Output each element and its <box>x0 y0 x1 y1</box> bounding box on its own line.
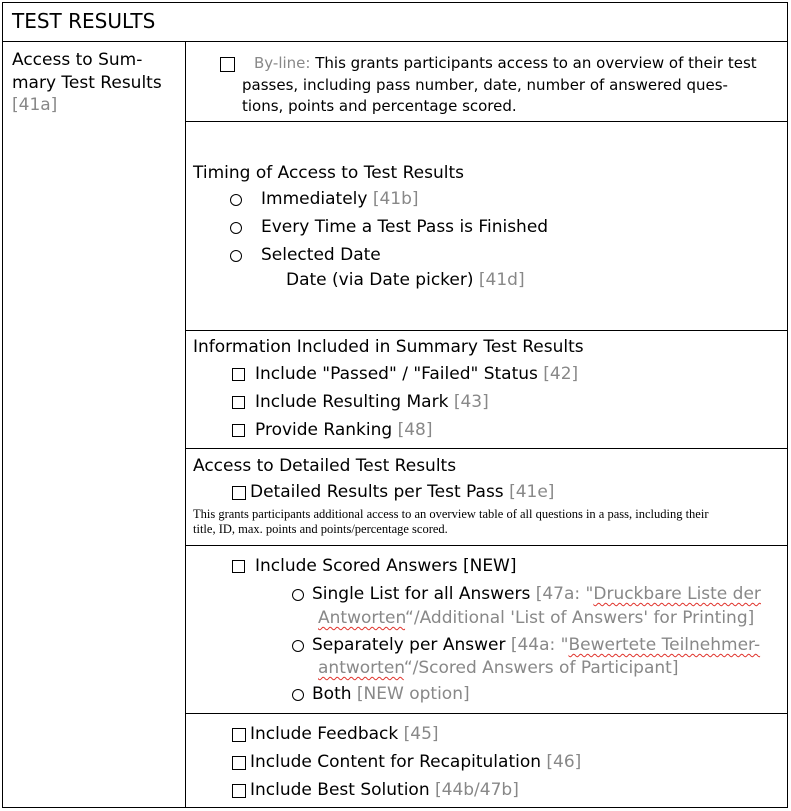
left-label-line1: Access to Sum- <box>12 50 143 70</box>
info-item-status <box>255 363 578 385</box>
info-item-ref: [42] <box>543 364 579 384</box>
scored-checkbox[interactable] <box>232 560 245 573</box>
extras-item-solution <box>250 779 519 801</box>
extras-item-feedback <box>250 723 439 745</box>
column-divider <box>185 41 186 808</box>
info-item-label: Include Resulting Mark <box>255 392 449 412</box>
table-border-right <box>787 2 788 808</box>
info-item-ref: [48] <box>397 420 433 440</box>
row-divider-4 <box>185 545 788 546</box>
table-border-left <box>2 2 3 808</box>
row-divider-5 <box>185 713 788 714</box>
extras-checkbox-recap[interactable] <box>232 756 246 770</box>
both-ref: [NEW option] <box>356 684 470 704</box>
section-title: TEST RESULTS <box>12 9 156 33</box>
single-label: Single List for all Answers <box>312 584 531 604</box>
scored-radio-both[interactable] <box>292 689 304 701</box>
timing-title: Timing of Access to Test Results <box>193 163 464 183</box>
table-border-bottom <box>2 807 788 808</box>
detailed-desc-line2: title, ID, max. points and points/percentage scored. <box>193 522 448 536</box>
extras-checkbox-feedback[interactable] <box>232 728 246 742</box>
separate-ref: [44a: "Bewertete Teilnehmer- <box>510 635 761 655</box>
detailed-checkbox-label <box>250 481 554 503</box>
timing-option-immediately <box>261 188 419 210</box>
scored-label: Include Scored Answers [NEW] <box>255 556 517 576</box>
scored-single-line1 <box>312 583 761 605</box>
scored-radio-single[interactable] <box>292 589 304 601</box>
scored-single-line2: Antworten“/Additional 'List of Answers' for Printing] <box>318 608 755 628</box>
extras-ref: [45] <box>403 724 439 744</box>
detailed-label: Detailed Results per Test Pass <box>250 482 504 502</box>
scored-separate-line2: antworten“/Scored Answers of Participant] <box>318 658 679 678</box>
row-divider-2 <box>185 330 788 331</box>
left-label-line2: mary Test Results <box>12 73 162 93</box>
date-picker-label: Date (via Date picker) <box>286 270 474 290</box>
row-divider-1 <box>185 121 788 122</box>
detailed-checkbox[interactable] <box>232 486 246 500</box>
timing-option-label: Immediately <box>261 189 368 209</box>
table-border-top <box>2 2 788 3</box>
byline-prefix: By-line: <box>254 54 311 72</box>
row-divider-3 <box>185 448 788 449</box>
single-ref: [47a: "Druckbare Liste der <box>535 584 761 604</box>
date-picker-ref: [41d] <box>478 270 525 290</box>
scored-both <box>312 683 470 705</box>
detailed-ref: [41e] <box>509 482 555 502</box>
info-checkbox-ranking[interactable] <box>232 424 245 437</box>
byline-line3: tions, points and percentage scored. <box>242 97 517 115</box>
scored-separate-line1 <box>312 634 760 656</box>
both-label: Both <box>312 684 352 704</box>
info-item-label: Include "Passed" / "Failed" Status <box>255 364 538 384</box>
byline-text1: This grants participants access to an overview of their test <box>315 54 757 72</box>
detailed-title: Access to Detailed Test Results <box>193 456 457 476</box>
timing-option-every-time: Every Time a Test Pass is Finished <box>261 217 549 237</box>
scored-radio-separate[interactable] <box>292 640 304 652</box>
detailed-desc-line1: This grants participants additional access to an overview table of all questions in a pass, including their <box>193 507 709 521</box>
byline-line1 <box>254 52 757 74</box>
extras-label: Include Best Solution <box>250 780 430 800</box>
info-item-ref: [43] <box>453 392 489 412</box>
extras-ref: [44b/47b] <box>435 780 519 800</box>
timing-option-ref: [41b] <box>372 189 419 209</box>
left-label-ref: [41a] <box>12 95 58 115</box>
info-item-mark <box>255 391 489 413</box>
extras-item-recap <box>250 751 581 773</box>
extras-label: Include Feedback <box>250 724 399 744</box>
header-divider <box>2 41 788 42</box>
timing-option-selected-date: Selected Date <box>261 245 381 265</box>
separate-label: Separately per Answer <box>312 635 506 655</box>
extras-ref: [46] <box>546 752 582 772</box>
info-title: Information Included in Summary Test Results <box>193 337 584 357</box>
info-checkbox-mark[interactable] <box>232 396 245 409</box>
info-checkbox-status[interactable] <box>232 368 245 381</box>
extras-checkbox-solution[interactable] <box>232 784 246 798</box>
timing-date-picker[interactable] <box>286 269 525 291</box>
timing-radio-immediately[interactable] <box>230 194 242 206</box>
extras-label: Include Content for Recapitulation <box>250 752 542 772</box>
info-item-label: Provide Ranking <box>255 420 393 440</box>
info-item-ranking <box>255 419 432 441</box>
timing-radio-every-time[interactable] <box>230 222 242 234</box>
byline-line2: passes, including pass number, date, number of answered ques- <box>242 76 728 94</box>
timing-radio-selected-date[interactable] <box>230 250 242 262</box>
byline-checkbox[interactable] <box>220 57 235 72</box>
